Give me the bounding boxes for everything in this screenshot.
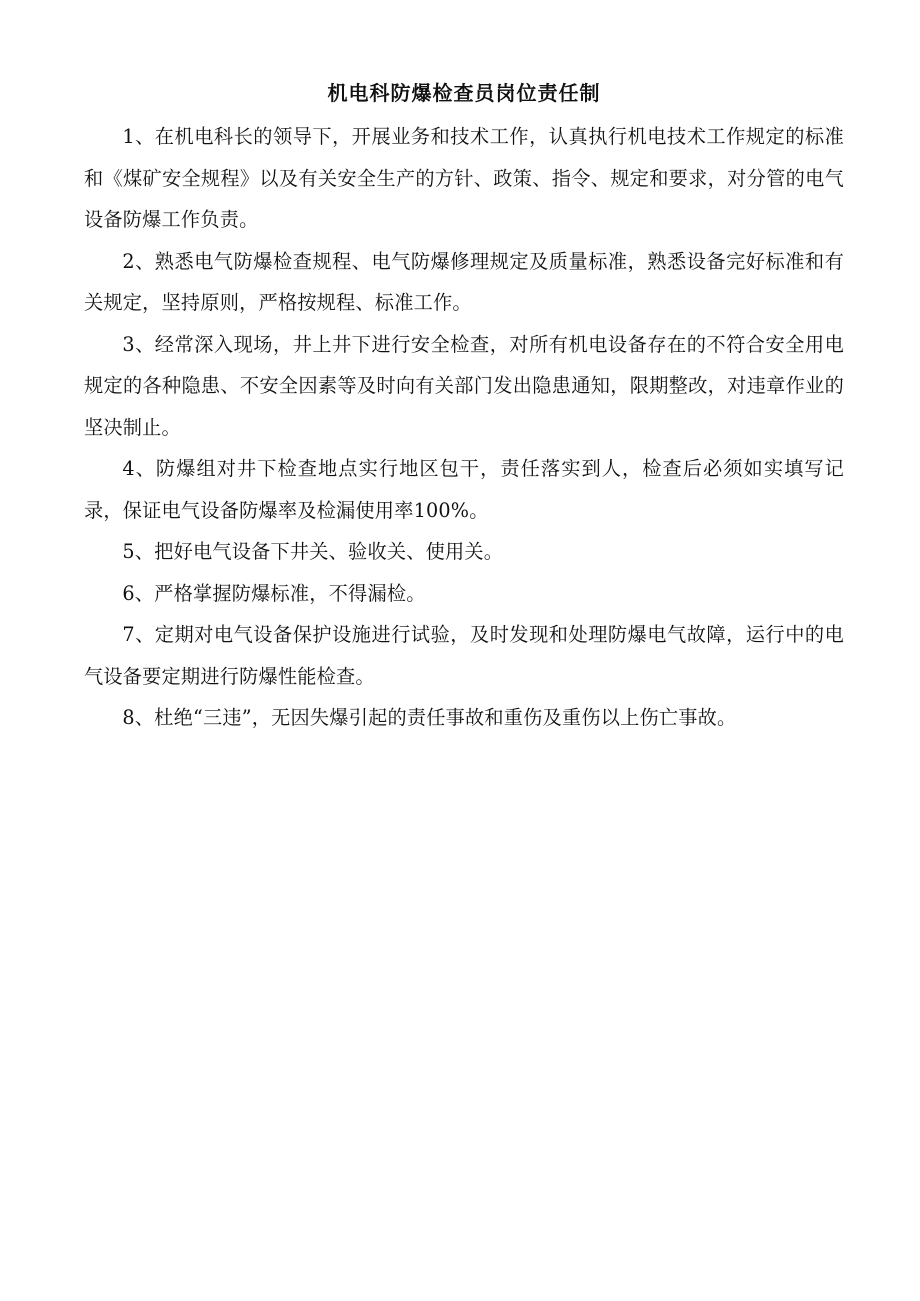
document-title: 机电科防爆检查员岗位责任制 [327, 81, 601, 105]
paragraph-4: 4、防爆组对井下检查地点实行地区包干，责任落实到人，检查后必须如实填写记录，保证电气设备防爆率及检漏使用率100%。 [84, 457, 844, 522]
paragraph-3: 3、经常深入现场，井上井下进行安全检查，对所有机电设备存在的不符合安全用电规定的各种隐患、不安全因素等及时向有关部门发出隐患通知，限期整改，对违章作业的坚决制止。 [84, 332, 844, 439]
document-page [84, 74, 844, 739]
paragraph-6: 6、严格掌握防爆标准，不得漏检。 [122, 581, 426, 605]
paragraph-1: 1、在机电科长的领导下，开展业务和技术工作，认真执行机电技术工作规定的标准和《煤矿安全规程》以及有关安全生产的方针、政策、指令、规定和要求，对分管的电气设备防爆工作负责。 [84, 125, 844, 231]
paragraph-7: 7、定期对电气设备保护设施进行试验，及时发现和处理防爆电气故障，运行中的电气设备要定期进行防爆性能检查。 [84, 623, 844, 688]
paragraph-5: 5、把好电气设备下井关、验收关、使用关。 [122, 540, 504, 563]
paragraph-8: 8、杜绝“三违”，无因失爆引起的责任事故和重伤及重伤以上伤亡事故。 [122, 706, 737, 729]
paragraph-2: 2、熟悉电气防爆检查规程、电气防爆修理规定及质量标准，熟悉设备完好标准和有关规定，坚持原则，严格按规程、标准工作。 [84, 249, 844, 314]
